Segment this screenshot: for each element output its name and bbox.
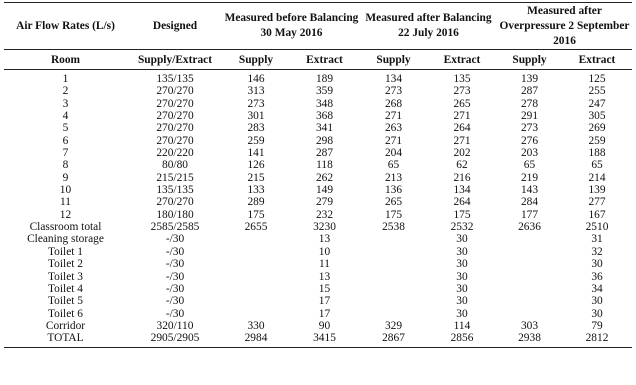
after-supply-cell: 263 [384,122,403,135]
after-supply-cell: 213 [384,171,403,184]
table-row [4,209,632,221]
room-cell: 8 [62,159,69,172]
overpressure-supply-cell: 2636 [518,221,541,234]
before-extract-cell: 232 [315,208,334,221]
after-supply-cell [360,233,427,245]
room-cell: Toilet 5 [48,295,83,308]
before-extract-cell: 359 [315,85,334,98]
header-measured-after-balancing: Measured after Balancing 22 July 2016 [360,3,497,50]
overpressure-supply-cell: 219 [520,171,539,184]
before-supply-cell: 2655 [244,221,268,234]
before-extract-cell: 298 [315,134,334,147]
overpressure-supply-cell: 177 [520,208,539,221]
room-cell: Classroom total [29,221,102,234]
after-supply-cell: 273 [384,85,403,98]
before-extract-cell: 13 [318,270,331,283]
before-extract-cell: 17 [318,295,331,308]
overpressure-extract-cell: 247 [588,97,606,110]
before-extract-cell: 13 [318,233,331,246]
overpressure-extract-cell: 2812 [562,332,632,347]
room-cell: 7 [62,147,69,160]
after-extract-cell: 114 [453,319,471,332]
designed-cell: 270/270 [156,110,194,123]
table-row [4,196,632,208]
before-supply-cell: 283 [247,122,265,135]
after-extract-cell: 2532 [450,221,474,234]
designed-cell: 320/110 [156,319,194,332]
overpressure-supply-cell: 65 [523,159,536,172]
after-extract-cell: 265 [453,97,471,110]
designed-cell: 270/270 [156,85,194,98]
after-supply-cell [360,295,427,307]
room-cell: Toilet 2 [48,258,83,271]
room-cell: 10 [59,184,72,197]
designed-cell: 215/215 [156,171,194,184]
designed-cell: -/30 [165,258,185,271]
table-row [4,320,632,332]
overpressure-extract-cell: 2510 [585,221,609,234]
designed-cell: 180/180 [156,208,194,221]
overpressure-extract-cell: 30 [591,295,603,308]
before-supply-cell: 126 [247,159,265,172]
subheader-extract: Extract [427,50,497,70]
table-row [4,233,632,245]
subheader-supply: Supply [223,50,289,70]
overpressure-extract-cell: 34 [591,282,603,295]
room-cell: Toilet 3 [48,270,83,283]
after-supply-cell: 265 [384,196,403,209]
before-supply-cell: 2984 [223,332,289,347]
header-air-flow-rates: Air Flow Rates (L/s) [4,3,127,50]
designed-cell: -/30 [165,245,185,258]
after-supply-cell: 271 [384,134,403,147]
overpressure-extract-cell: 167 [588,208,606,221]
overpressure-extract-cell: 30 [591,307,603,320]
room-cell: Toilet 6 [48,307,83,320]
overpressure-supply-cell: 287 [520,85,539,98]
after-supply-cell: 268 [384,97,403,110]
overpressure-supply-cell: 139 [520,73,539,85]
after-supply-cell: 271 [384,110,403,123]
before-supply-cell: 141 [247,147,265,160]
table-row [4,283,632,295]
room-cell: 12 [59,208,72,221]
room-cell: 1 [62,73,69,85]
subheader-supply: Supply [360,50,427,70]
overpressure-supply-cell: 284 [520,196,539,209]
after-extract-cell: 2856 [427,332,497,347]
air-flow-rates-table [4,2,632,348]
subheader-extract: Extract [289,50,360,70]
overpressure-supply-cell: 203 [520,147,539,160]
overpressure-extract-cell: 32 [591,245,603,258]
after-extract-cell: 30 [456,270,468,283]
overpressure-supply-cell [497,271,562,283]
before-extract-cell: 90 [318,319,331,332]
after-supply-cell: 204 [384,147,403,160]
designed-cell: 270/270 [156,122,194,135]
after-supply-cell: 2867 [360,332,427,347]
overpressure-supply-cell: 2938 [497,332,562,347]
before-supply-cell [223,295,289,307]
before-extract-cell: 368 [315,110,334,123]
room-cell: 5 [62,122,69,135]
before-extract-cell: 11 [319,258,330,271]
overpressure-extract-cell: 277 [588,196,606,209]
before-supply-cell [223,308,289,320]
table-row [4,332,632,347]
overpressure-supply-cell [497,233,562,245]
after-extract-cell: 264 [453,122,471,135]
table-row [4,172,632,184]
overpressure-extract-cell: 259 [588,134,606,147]
subheader-extract: Extract [562,50,632,70]
designed-cell: -/30 [165,307,185,320]
room-cell: Cleaning storage [27,233,104,246]
before-extract-cell: 118 [316,159,333,172]
overpressure-extract-cell: 79 [591,319,603,332]
overpressure-extract-cell: 214 [588,171,606,184]
before-extract-cell: 341 [315,122,334,135]
after-extract-cell: 135 [453,73,471,85]
after-supply-cell: 136 [384,184,403,197]
before-supply-cell: 330 [247,319,265,332]
designed-cell: -/30 [165,233,185,246]
room-cell: 3 [62,97,69,110]
designed-cell: -/30 [165,282,185,295]
after-extract-cell: 271 [453,134,471,147]
before-supply-cell: 175 [247,208,265,221]
subheader-room: Room [4,50,127,70]
room-cell: 4 [62,110,69,123]
before-supply-cell: 301 [247,110,265,123]
after-extract-cell: 30 [456,307,468,320]
overpressure-supply-cell [497,246,562,258]
header-measured-before-balancing: Measured before Balancing 30 May 2016 [223,3,360,50]
table-row [4,308,632,320]
designed-cell: 80/80 [162,159,188,172]
before-extract-cell: 279 [315,196,334,209]
subheader-row [4,50,632,70]
after-supply-cell [360,271,427,283]
before-supply-cell: 289 [247,196,265,209]
designed-cell: 270/270 [156,97,194,110]
overpressure-extract-cell: 31 [591,233,603,246]
table-row [4,184,632,196]
overpressure-extract-cell: 305 [588,110,606,123]
room-cell: 11 [60,196,71,209]
table-row [4,110,632,122]
before-extract-cell: 149 [315,184,334,197]
designed-cell: 270/270 [156,134,194,147]
table-row [4,135,632,147]
before-supply-cell [223,233,289,245]
before-extract-cell: 262 [315,171,334,184]
room-cell: TOTAL [4,332,127,347]
overpressure-extract-cell: 65 [591,159,603,172]
overpressure-supply-cell: 273 [520,122,539,135]
before-supply-cell: 146 [247,73,265,85]
overpressure-supply-cell: 278 [520,97,539,110]
before-extract-cell: 15 [318,282,331,295]
after-extract-cell: 30 [456,295,468,308]
designed-cell: 2905/2905 [127,332,223,347]
overpressure-supply-cell: 303 [520,319,539,332]
table-row [4,221,632,233]
after-supply-cell: 329 [384,319,403,332]
room-cell: 6 [62,134,69,147]
overpressure-extract-cell: 30 [591,258,603,271]
header-group-row [4,3,632,50]
after-supply-cell: 134 [384,73,403,85]
header-designed: Designed [127,3,223,50]
overpressure-extract-cell: 255 [588,85,606,98]
after-extract-cell: 30 [456,282,468,295]
before-extract-cell: 3415 [289,332,360,347]
after-supply-cell: 2538 [382,221,405,234]
after-extract-cell: 273 [453,85,471,98]
designed-cell: 220/220 [156,147,194,160]
overpressure-supply-cell [497,295,562,307]
table-body [4,70,632,348]
table-row [4,159,632,171]
table-row [4,70,632,86]
room-cell: 9 [62,171,69,184]
table-row [4,271,632,283]
before-supply-cell: 215 [247,171,265,184]
before-extract-cell: 17 [318,307,331,320]
subheader-supply: Supply [497,50,562,70]
before-extract-cell: 189 [315,73,334,85]
before-supply-cell: 273 [247,97,265,110]
overpressure-supply-cell [497,308,562,320]
designed-cell: -/30 [165,270,185,283]
table-row [4,295,632,307]
after-extract-cell: 30 [456,245,468,258]
after-supply-cell [360,308,427,320]
after-extract-cell: 216 [453,171,471,184]
designed-cell: 270/270 [156,196,194,209]
before-extract-cell: 348 [315,97,334,110]
before-supply-cell [223,271,289,283]
before-supply-cell: 133 [247,184,265,197]
after-extract-cell: 264 [453,196,471,209]
designed-cell: -/30 [165,295,185,308]
table-row [4,85,632,97]
after-extract-cell: 30 [456,258,468,271]
designed-cell: 2585/2585 [150,221,200,234]
before-supply-cell: 259 [247,134,265,147]
overpressure-supply-cell: 143 [520,184,539,197]
room-cell: Toilet 4 [48,282,83,295]
after-extract-cell: 202 [453,147,471,160]
after-extract-cell: 62 [456,159,468,172]
before-supply-cell [223,246,289,258]
table-row [4,147,632,159]
before-extract-cell: 287 [315,147,334,160]
header-measured-after-overpressure: Measured after Overpressure 2 September 2016 [497,3,632,50]
before-supply-cell [223,258,289,270]
after-supply-cell [360,246,427,258]
before-extract-cell: 10 [318,245,331,258]
subheader-supply-extract: Supply/Extract [127,50,223,70]
before-supply-cell: 313 [247,85,265,98]
after-supply-cell: 65 [387,159,400,172]
overpressure-supply-cell [497,283,562,295]
designed-cell: 135/135 [156,73,194,85]
table-row [4,98,632,110]
room-cell: Corridor [45,319,86,332]
after-extract-cell: 30 [456,233,468,246]
overpressure-supply-cell: 276 [520,134,539,147]
after-supply-cell [360,258,427,270]
before-supply-cell [223,283,289,295]
overpressure-extract-cell: 36 [591,270,603,283]
overpressure-extract-cell: 269 [588,122,606,135]
overpressure-supply-cell [497,258,562,270]
room-cell: 2 [62,85,69,98]
after-extract-cell: 271 [453,110,471,123]
table-row [4,122,632,134]
overpressure-extract-cell: 125 [588,73,606,85]
after-extract-cell: 134 [453,184,471,197]
overpressure-extract-cell: 139 [588,184,606,197]
after-supply-cell: 175 [384,208,403,221]
overpressure-supply-cell: 291 [520,110,539,123]
table-row [4,246,632,258]
designed-cell: 135/135 [156,184,194,197]
table-row [4,258,632,270]
overpressure-extract-cell: 188 [588,147,606,160]
room-cell: Toilet 1 [48,245,83,258]
after-supply-cell [360,283,427,295]
before-extract-cell: 3230 [313,221,336,234]
after-extract-cell: 175 [453,208,471,221]
